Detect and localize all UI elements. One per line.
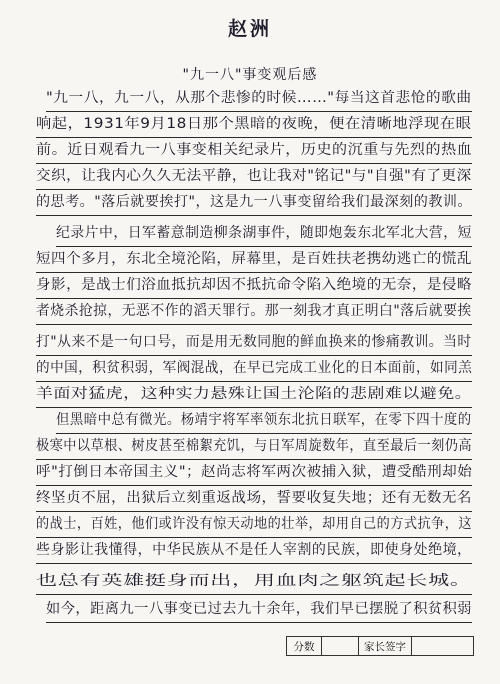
essay-line: 的战士，百姓，他们或许没有惊天动地的壮举，却用自己的方式抗争，这 <box>36 512 472 538</box>
author-name: 赵洲 <box>227 18 272 40</box>
score-label: 分数 <box>287 637 322 655</box>
essay-line: 些身影让我懂得，中华民族从不是任人宰割的民族，即使身处绝境， <box>36 538 472 564</box>
grading-footer <box>286 636 474 656</box>
essay-line: 也总有英雄挺身而出，用血肉之躯筑起长城。 <box>36 569 472 595</box>
essay-line: 如今，距离九一八事变已过去九十余年，我们早已摆脱了积贫积弱 <box>46 597 472 623</box>
essay-line: 呼"打倒日本帝国主义"；赵尚志将军两次被捕入狱，遭受酷刑却始 <box>36 460 472 486</box>
essay-line: 前。近日观看九一八事变相关纪录片，历史的沉重与先烈的热血 <box>36 138 472 164</box>
score-field[interactable] <box>322 637 359 655</box>
essay-line: 者烧杀抢掠，无恶不作的滔天罪行。那一刻我才真正明白"落后就要挨 <box>36 299 472 325</box>
essay-line: 纪录片中，日军蓄意制造柳条湖事件，随即炮轰东北军北大营，短 <box>56 221 472 247</box>
parent-sign-field[interactable] <box>412 637 473 655</box>
essay-line: 短四个多月，东北全境沦陷，屏幕里，是百姓扶老携幼逃亡的慌乱 <box>36 247 472 273</box>
essay-line: 但黑暗中总有微光。杨靖宇将军率领东北抗日联军，在零下四十度的 <box>56 408 472 434</box>
essay-line: 终坚贞不屈，出狱后立刻重返战场，誓要收复失地；还有无数无名 <box>36 486 472 512</box>
essay-line: 打"从来不是一句口号，而是用无数同胞的鲜血换来的惨痛教训。当时 <box>36 330 472 356</box>
essay-line: 的中国，积贫积弱，军阀混战，在早已完成工业化的日本面前，如同羔 <box>36 356 472 382</box>
essay-line: 交织，让我内心久久无法平静，也让我对"铭记"与"自强"有了更深 <box>36 164 472 190</box>
essay-line: "九一八，九一八，从那个悲惨的时候……"每当这首悲怆的歌曲 <box>46 86 472 112</box>
essay-line: 身影，是战士们浴血抵抗却因不抵抗命令陷入绝境的无奈，是侵略 <box>36 273 472 299</box>
essay-title: "九一八"事变观后感 <box>182 67 318 83</box>
parent-sign-label: 家长签字 <box>359 637 412 655</box>
essay-line: 羊面对猛虎，这种实力悬殊让国土沦陷的悲剧难以避免。 <box>36 382 472 408</box>
essay-line: 响起，1931年9月18日那个黑暗的夜晚，便在清晰地浮现在眼 <box>36 112 472 138</box>
essay-line: 的思考。"落后就要挨打"，这是九一八事变留给我们最深刻的教训。 <box>36 190 472 216</box>
essay-line: 极寒中以草根、树皮甚至棉絮充饥，与日军周旋数年，直至最后一刻仍高 <box>36 434 472 460</box>
